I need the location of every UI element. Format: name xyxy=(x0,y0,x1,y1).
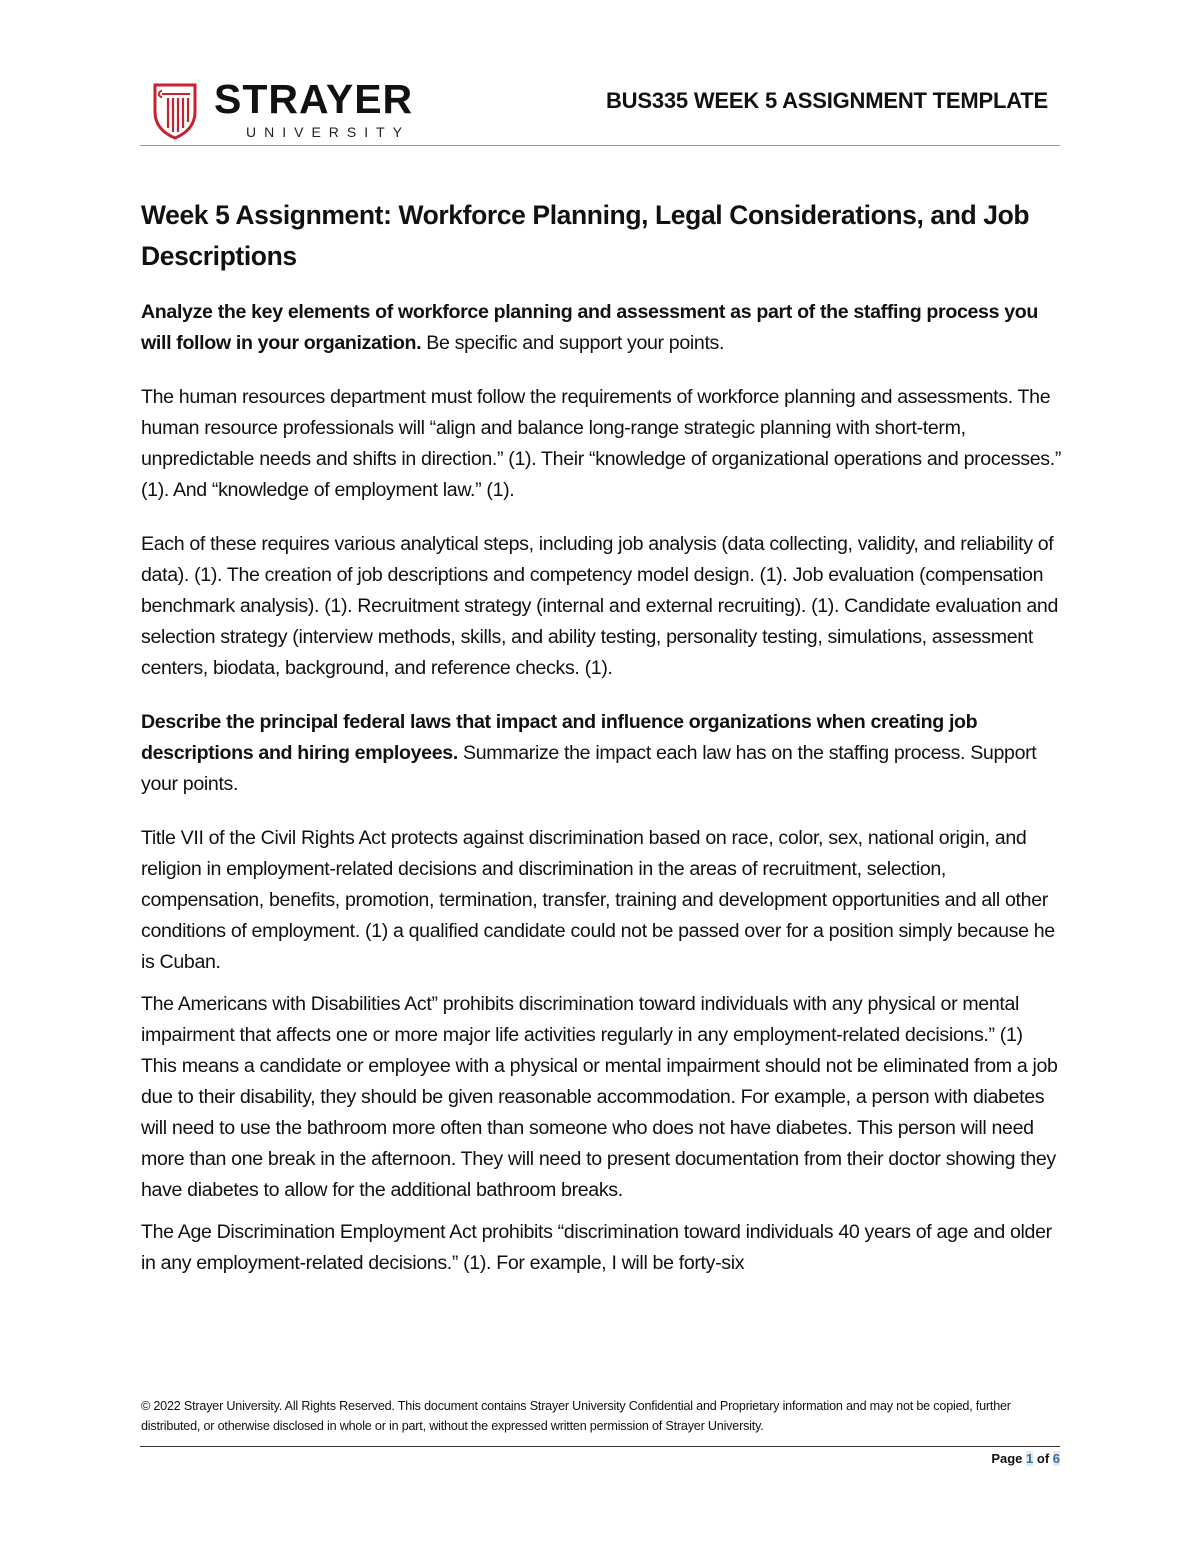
copyright-notice: © 2022 Strayer University. All Rights Reserved. This document contains Strayer University Confidential and Proprietary information and may not be copied, further distributed, or otherwise disclosed in whole or in part, without the expressed written permission of Strayer University. xyxy=(141,1399,1011,1433)
question-1-instruction: Be specific and support your points. xyxy=(421,332,725,354)
answer-paragraph-ada: The Americans with Disabilities Act” prohibits discrimination toward individuals with any physical or mental impairment that affects one or more major life activities regularly in any employment-related decisions.” (1) This means a candidate or employee with a physical or mental impairment should not be eliminated from a job due to their disability, they should be given reasonable accommodation. For example, a person with diabetes will need to use the bathroom more often than someone who does not have diabetes. This person will need more than one break in the afternoon. They will need to present documentation from their doctor showing they have diabetes to allow for the additional bathroom breaks. xyxy=(141,993,1058,1201)
answer-paragraph-adea: The Age Discrimination Employment Act prohibits “discrimination toward individuals 40 years of age and older in any employment-related decisions.” (1). For example, I will be forty-six xyxy=(141,1221,1052,1274)
answer-paragraph-2: Each of these requires various analytical steps, including job analysis (data collecting, validity, and reliability of data). (1). The creation of job descriptions and competency model design. (1). Job evaluation (compensation benchmark analysis). (1). Recruitment strategy (internal and external recruiting). (1). Candidate evaluation and selection strategy (interview methods, skills, and ability testing, personality testing, simulations, assessment centers, biodata, background, and reference checks. (1). xyxy=(141,533,1059,679)
page-label: Page xyxy=(991,1451,1027,1466)
answer-paragraph-title-vii: Title VII of the Civil Rights Act protects against discrimination based on race, color, sex, national origin, and religion in employment-related decisions and discrimination in the areas of recruitment, selection, compensation, benefits, promotion, termination, transfer, training and development opportunities and all other conditions of employment. (1) a qualified candidate could not be passed over for a position simply because he is Cuban. xyxy=(141,827,1055,973)
header-title: BUS335 WEEK 5 ASSIGNMENT TEMPLATE xyxy=(605,88,1048,113)
logo-wordmark: STRAYER xyxy=(214,76,414,122)
page-current: 1 xyxy=(1026,1451,1034,1466)
question-1 xyxy=(141,297,1063,359)
strayer-logo xyxy=(150,76,430,142)
header-divider xyxy=(140,145,1060,146)
question-2-instruction: Summarize the impact each law has on the staffing process. Support your points. xyxy=(141,742,1037,795)
document-body xyxy=(141,195,1063,1290)
question-1-prompt: Analyze the key elements of workforce planning and assessment as part of the staffing process you will follow in your organization. xyxy=(141,301,1039,354)
page-total: 6 xyxy=(1052,1451,1060,1466)
question-2-prompt: Describe the principal federal laws that impact and influence organizations when creating job descriptions and hiring employees. xyxy=(141,711,978,764)
footer-divider xyxy=(140,1446,1060,1447)
answer-paragraph-1: The human resources department must follow the requirements of workforce planning and assessments. The human resource professionals will “align and balance long-range strategic planning with short-term, unpredictable needs and shifts in direction.” (1). Their “knowledge of organizational operations and processes.” (1). And “knowledge of employment law.” (1). xyxy=(141,386,1061,501)
page-of: of xyxy=(1033,1451,1053,1466)
page-number xyxy=(991,1451,1060,1466)
assignment-title: Week 5 Assignment: Workforce Planning, Legal Considerations, and Job Descriptions xyxy=(141,200,1030,271)
question-2 xyxy=(141,707,1063,800)
shield-logo-icon xyxy=(152,82,198,140)
logo-subtitle: UNIVERSITY xyxy=(246,124,411,140)
